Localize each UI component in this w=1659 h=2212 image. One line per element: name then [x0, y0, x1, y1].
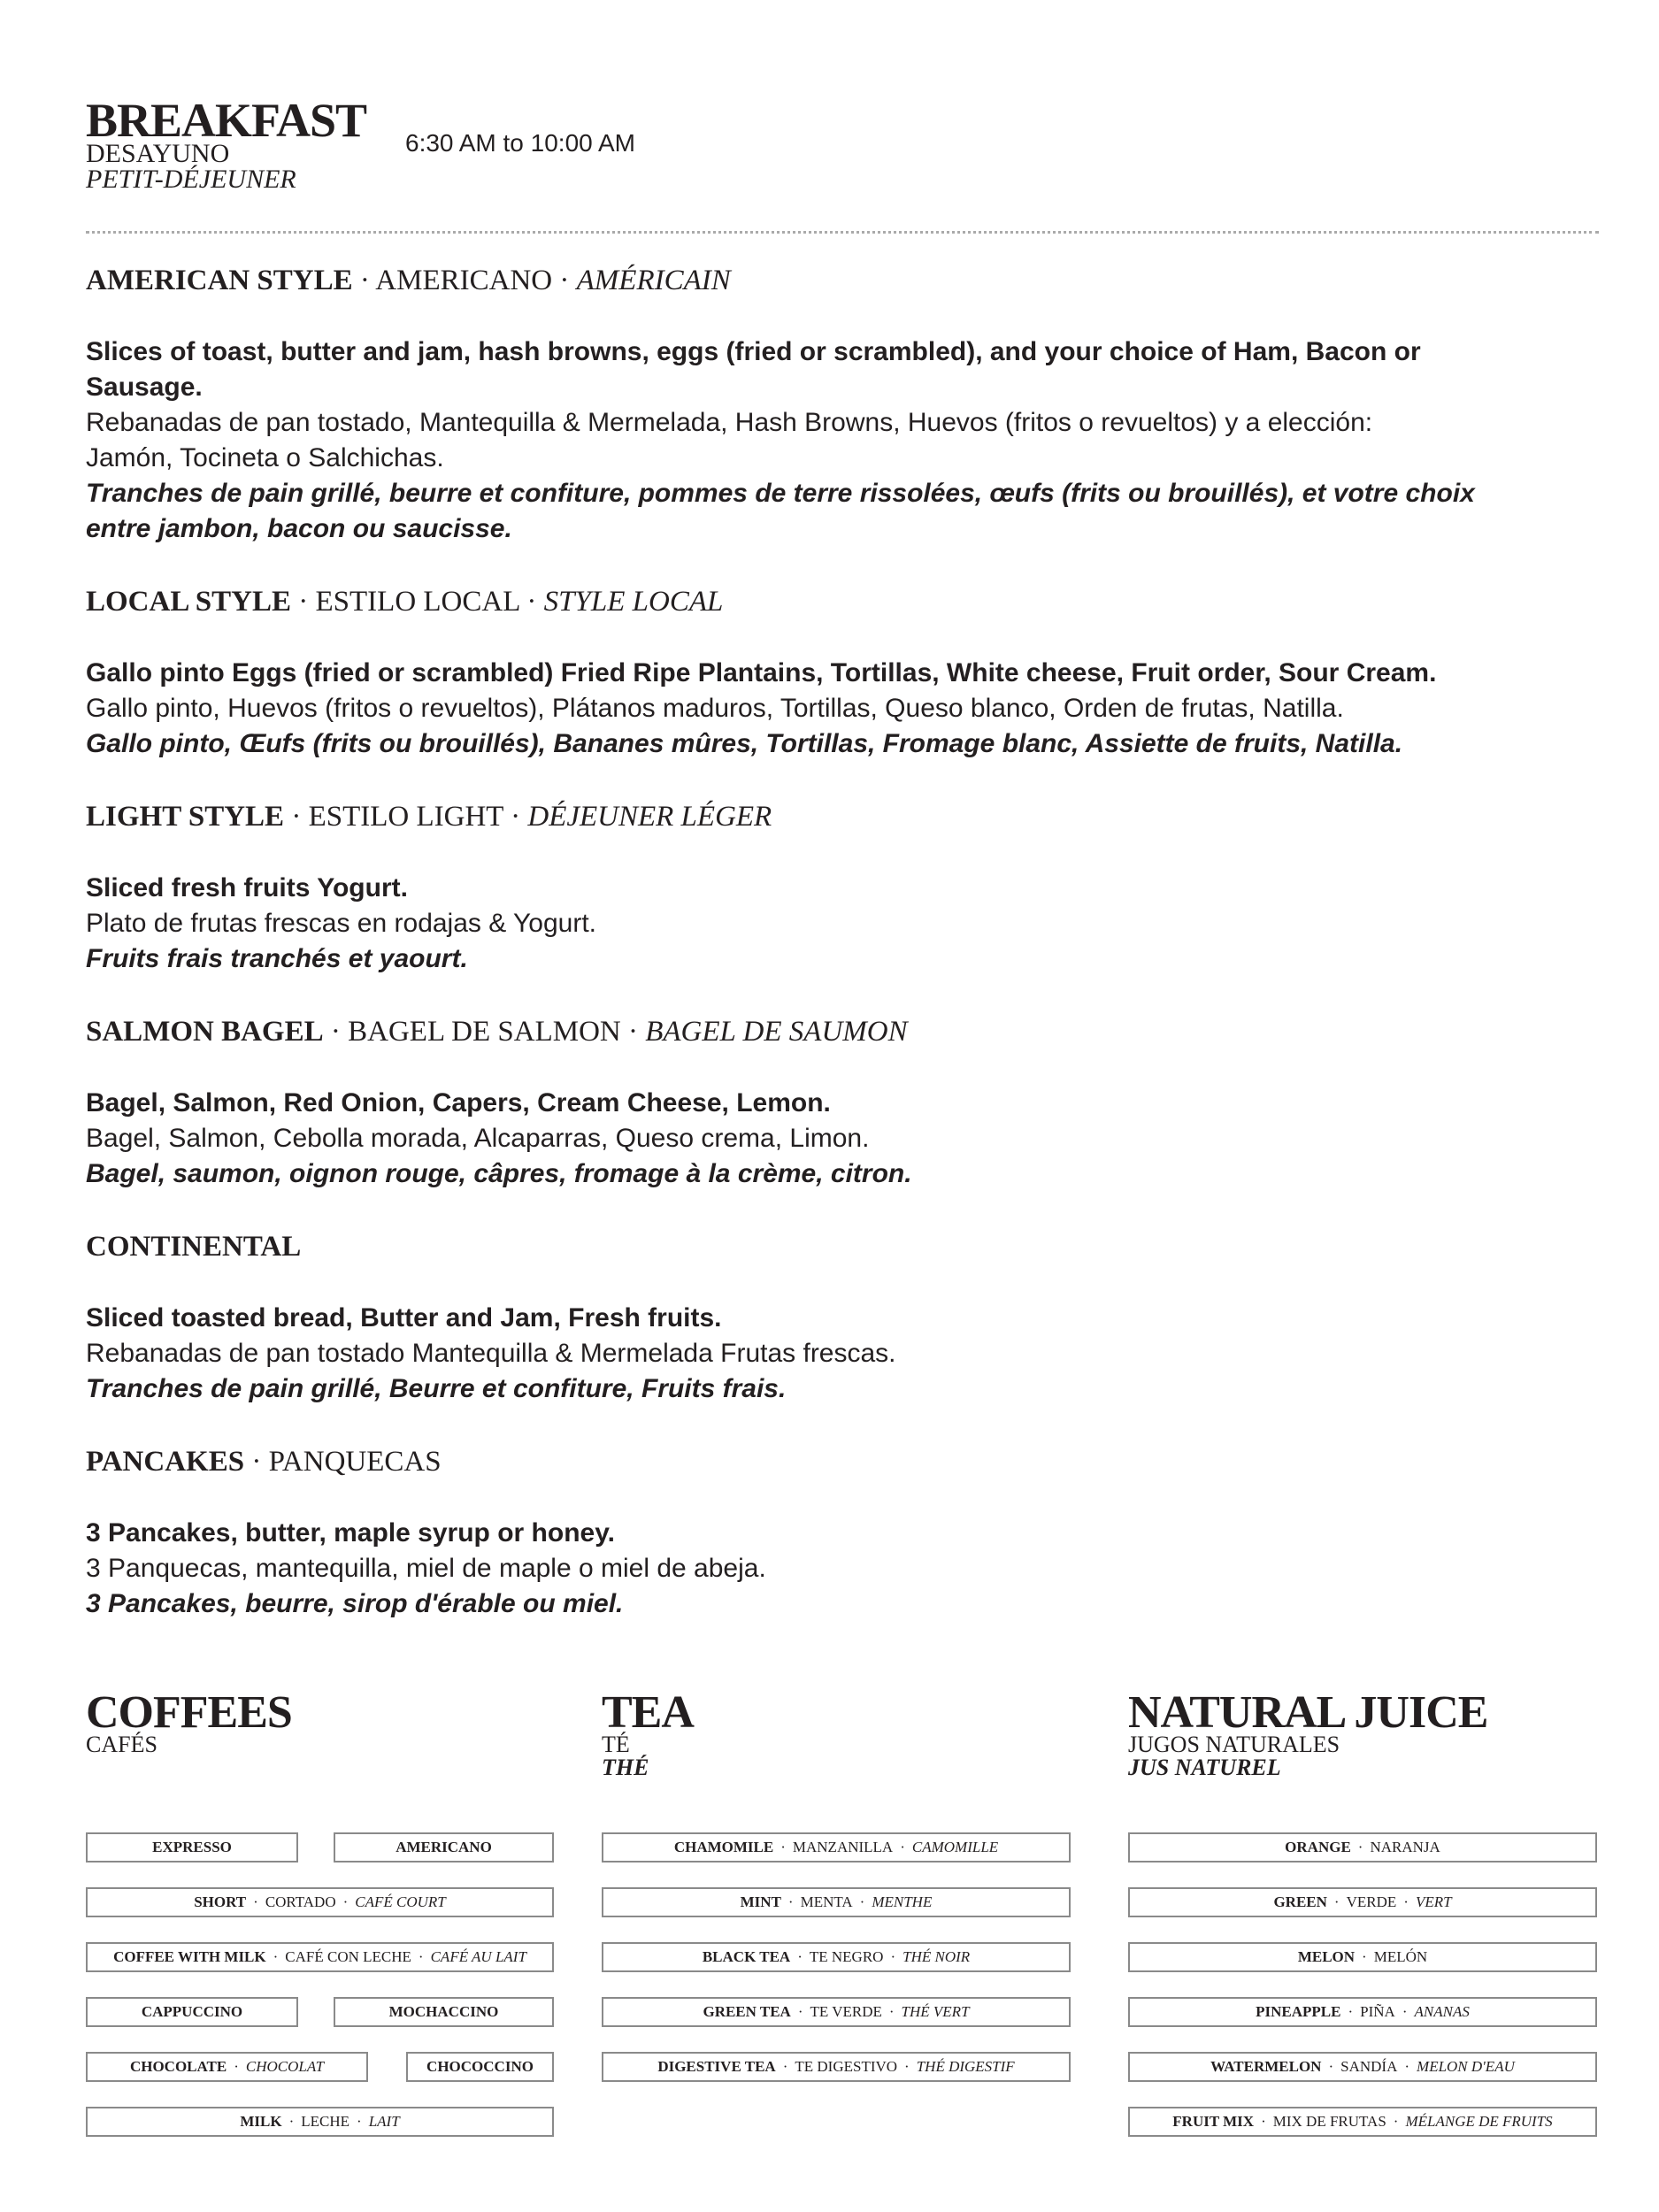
description-fr: Bagel, saumon, oignon rouge, câpres, fromage à la crème, citron.: [86, 1159, 912, 1188]
drink-option-juice: [1128, 1942, 1597, 1972]
description-es: Gallo pinto, Huevos (fritos o revueltos), Plátanos maduros, Tortillas, Queso blanco, Orden de frutas, Natilla.: [86, 694, 1344, 723]
drink-option-coffees: [86, 2052, 368, 2082]
drink-option-juice: [1128, 1997, 1597, 2027]
drink-name-en: COFFEE WITH MILK: [113, 1948, 266, 1965]
dotted-divider: [86, 231, 1599, 234]
juice-title-es: JUGOS NATURALES: [1128, 1732, 1340, 1757]
menu-item-heading: PANCAKES · PANQUECAS: [86, 1446, 442, 1478]
item-name-es: ESTILO LOCAL: [315, 586, 520, 618]
drink-name-en: MOCHACCINO: [388, 2003, 499, 2020]
menu-item-heading: AMERICAN STYLE · AMERICANO · AMÉRICAIN: [86, 265, 731, 296]
separator-dot: ·: [890, 1948, 896, 1965]
separator-dot: ·: [1403, 1893, 1409, 1910]
drink-name-fr: LAIT: [368, 2113, 400, 2130]
item-name-es: PANQUECAS: [268, 1446, 442, 1478]
drink-name-es: SANDÍA: [1340, 2058, 1398, 2075]
drink-option-tea: [602, 1887, 1071, 1917]
description-en: Sausage.: [86, 373, 203, 402]
tea-heading: [602, 1687, 694, 1780]
separator-dot: ·: [1393, 2113, 1399, 2130]
separator-dot: ·: [1362, 1948, 1367, 1965]
drink-name-fr: THÉ NOIR: [902, 1948, 971, 1965]
drink-name-es: CORTADO: [265, 1893, 336, 1910]
separator-dot: ·: [797, 2003, 803, 2020]
item-name-en: CONTINENTAL: [86, 1231, 302, 1263]
drink-name-es: LECHE: [301, 2113, 350, 2130]
separator-dot: ·: [782, 2058, 788, 2075]
drink-name-en: FRUIT MIX: [1172, 2113, 1255, 2130]
drink-name-es: MANZANILLA: [792, 1839, 894, 1855]
drink-option-juice: [1128, 1887, 1597, 1917]
description-en: Gallo pinto Eggs (fried or scrambled) Fried Ripe Plantains, Tortillas, White cheese, Fruit order, Sour Cream.: [86, 658, 1437, 687]
description-en: Sliced toasted bread, Butter and Jam, Fresh fruits.: [86, 1303, 722, 1333]
drink-name-en: CHOCOLATE: [129, 2058, 227, 2075]
description-en: Sliced fresh fruits Yogurt.: [86, 873, 408, 902]
menu-item-heading: [86, 1228, 1608, 1265]
drink-option-tea: [602, 1942, 1071, 1972]
menu-item-heading: SALMON BAGEL · BAGEL DE SALMON · BAGEL DE SAUMON: [86, 1016, 908, 1048]
drink-name-fr: THÉ VERT: [901, 2003, 970, 2020]
drink-name-es: PIÑA: [1360, 2003, 1395, 2020]
separator-dot: ·: [787, 1893, 794, 1910]
menu-item: [86, 798, 1608, 977]
description-es: Bagel, Salmon, Cebolla morada, Alcaparras, Queso crema, Limon.: [86, 1124, 870, 1153]
drink-name-es: CAFÉ CON LECHE: [285, 1948, 411, 1965]
menu-item-heading: LIGHT STYLE · ESTILO LIGHT · DÉJEUNER LÉGER: [86, 801, 772, 833]
item-name-en: AMERICAN STYLE: [86, 265, 353, 296]
separator-dot: ·: [1404, 2058, 1410, 2075]
item-name-es: BAGEL DE SALMON: [348, 1016, 621, 1048]
coffees-title-es: CAFÉS: [86, 1732, 157, 1757]
drink-option-tea: [602, 2052, 1071, 2082]
separator-dot: ·: [900, 1839, 905, 1855]
drink-name-en: DIGESTIVE TEA: [657, 2058, 776, 2075]
drink-name-en: AMERICANO: [396, 1839, 492, 1855]
description-fr: Gallo pinto, Œufs (frits ou brouillés), Bananes mûres, Tortillas, Fromage blanc, Assiette de fruits, Natilla.: [86, 729, 1403, 758]
separator-dot: ·: [1348, 2003, 1354, 2020]
drink-name-fr: THÉ DIGESTIF: [916, 2058, 1015, 2075]
description-fr: Fruits frais tranchés et yaourt.: [86, 944, 468, 973]
drink-name-en: ORANGE: [1285, 1839, 1351, 1855]
drink-option-coffees: [334, 1997, 554, 2027]
menu-item: [86, 583, 1608, 762]
drink-name-fr: MÉLANGE DE FRUITS: [1405, 2113, 1553, 2130]
separator-dot: ·: [1357, 1839, 1363, 1855]
drink-option-coffees: [86, 1887, 554, 1917]
drink-option-coffees: [86, 1942, 554, 1972]
menu-item: [86, 1013, 1608, 1192]
drink-name-en: MINT: [740, 1893, 781, 1910]
juice-title-fr: JUS NATUREL: [1128, 1755, 1281, 1780]
separator-dot: ·: [904, 2058, 910, 2075]
item-name-en: SALMON BAGEL: [86, 1016, 324, 1048]
drink-name-en: WATERMELON: [1210, 2058, 1322, 2075]
item-name-fr: BAGEL DE SAUMON: [645, 1016, 908, 1048]
drink-name-en: SHORT: [194, 1893, 247, 1910]
separator-dot: ·: [859, 1893, 865, 1910]
separator-dot: ·: [273, 1948, 279, 1965]
drink-name-fr: CHOCOLAT: [245, 2058, 325, 2075]
separator-dot: ·: [797, 1948, 803, 1965]
drink-option-coffees: [86, 1832, 298, 1863]
coffees-title: COFFEES: [86, 1687, 292, 1738]
menu-item: [86, 1228, 1608, 1407]
drink-name-en: CAPPUCCINO: [141, 2003, 243, 2020]
item-name-es: ESTILO LIGHT: [308, 801, 503, 833]
page-title: BREAKFAST: [86, 94, 367, 147]
drink-name-es: NARANJA: [1370, 1839, 1440, 1855]
item-name-fr: DÉJEUNER LÉGER: [527, 801, 772, 833]
menu-item: [86, 262, 1608, 547]
drink-option-tea: [602, 1997, 1071, 2027]
juice-heading: [1128, 1687, 1488, 1780]
separator-dot: ·: [234, 2058, 239, 2075]
page-subtitle-fr: PETIT-DÉJEUNER: [86, 165, 296, 194]
drink-name-fr: MELON D'EAU: [1417, 2058, 1515, 2075]
separator-dot: ·: [342, 1893, 349, 1910]
drink-name-fr: CAFÉ COURT: [355, 1893, 446, 1910]
drink-name-es: TE NEGRO: [809, 1948, 884, 1965]
drink-name-en: PINEAPPLE: [1256, 2003, 1341, 2020]
drink-name-fr: CAMOMILLE: [911, 1839, 999, 1855]
coffees-heading: [86, 1687, 292, 1757]
description-en: Slices of toast, butter and jam, hash browns, eggs (fried or scrambled), and your choice of Ham, Bacon or: [86, 337, 1421, 366]
separator-dot: ·: [288, 2113, 295, 2130]
drink-name-en: BLACK TEA: [702, 1948, 791, 1965]
item-name-fr: STYLE LOCAL: [543, 586, 724, 618]
separator-dot: ·: [1328, 2058, 1334, 2075]
drink-name-fr: MENTHE: [872, 1893, 933, 1910]
drink-name-es: TE VERDE: [810, 2003, 882, 2020]
drink-name-en: CHAMOMILE: [673, 1839, 774, 1855]
drink-name-fr: CAFÉ AU LAIT: [430, 1948, 526, 1965]
description-fr: Tranches de pain grillé, beurre et confiture, pommes de terre rissolées, œufs (frits ou brouillés), et votre choix: [86, 479, 1475, 508]
item-name-fr: AMÉRICAIN: [576, 265, 731, 296]
page-subtitle-es: DESAYUNO: [86, 139, 230, 168]
drink-option-coffees: [86, 2107, 554, 2137]
drink-name-fr: VERT: [1415, 1893, 1452, 1910]
item-name-en: LOCAL STYLE: [86, 586, 291, 618]
tea-title-fr: THÉ: [602, 1755, 649, 1780]
description-es: Rebanadas de pan tostado, Mantequilla & Mermelada, Hash Browns, Huevos (fritos o revueltos) y a elección:: [86, 408, 1373, 437]
drink-option-juice: [1128, 2052, 1597, 2082]
service-hours: 6:30 AM to 10:00 AM: [405, 129, 635, 157]
separator-dot: ·: [1402, 2003, 1408, 2020]
drink-option-tea: [602, 1832, 1071, 1863]
drink-name-en: GREEN TEA: [703, 2003, 791, 2020]
menu-header: [86, 94, 367, 194]
separator-dot: ·: [780, 1839, 786, 1855]
drink-name-en: GREEN: [1273, 1893, 1327, 1910]
tea-title: TEA: [602, 1687, 694, 1738]
separator-dot: ·: [1333, 1893, 1340, 1910]
item-name-es: AMERICANO: [375, 265, 553, 296]
drink-name-es: VERDE: [1346, 1893, 1397, 1910]
separator-dot: ·: [1261, 2113, 1266, 2130]
drink-name-es: TE DIGESTIVO: [795, 2058, 898, 2075]
drink-name-fr: ANANAS: [1414, 2003, 1470, 2020]
drink-name-en: MILK: [240, 2113, 282, 2130]
menu-item-heading: LOCAL STYLE · ESTILO LOCAL · STYLE LOCAL: [86, 586, 724, 618]
item-name-en: PANCAKES: [86, 1446, 245, 1478]
drink-name-en: MELON: [1297, 1948, 1356, 1965]
drink-name-en: CHOCOCCINO: [426, 2058, 534, 2075]
separator-dot: ·: [253, 1893, 258, 1910]
separator-dot: ·: [418, 1948, 424, 1965]
drink-option-coffees: [334, 1832, 554, 1863]
description-fr: entre jambon, bacon ou saucisse.: [86, 514, 512, 543]
drink-option-juice: [1128, 1832, 1597, 1863]
description-es: Rebanadas de pan tostado Mantequilla & Mermelada Frutas frescas.: [86, 1339, 896, 1368]
description-es: Plato de frutas frescas en rodajas & Yogurt.: [86, 909, 597, 938]
separator-dot: ·: [888, 2003, 895, 2020]
drink-name-es: MIX DE FRUTAS: [1272, 2113, 1386, 2130]
description-es: Jamón, Tocineta o Salchichas.: [86, 443, 444, 472]
tea-title-es: TÉ: [602, 1732, 630, 1757]
drink-name-en: EXPRESSO: [152, 1839, 232, 1855]
description-en: 3 Pancakes, butter, maple syrup or honey.: [86, 1518, 615, 1548]
item-name-en: LIGHT STYLE: [86, 801, 285, 833]
breakfast-menu-list: [86, 262, 1608, 1658]
description-en: Bagel, Salmon, Red Onion, Capers, Cream Cheese, Lemon.: [86, 1088, 831, 1118]
description-fr: Tranches de pain grillé, Beurre et confiture, Fruits frais.: [86, 1374, 787, 1403]
juice-title: NATURAL JUICE: [1128, 1687, 1488, 1738]
drink-option-coffees: [86, 1997, 298, 2027]
separator-dot: ·: [357, 2113, 362, 2130]
description-es: 3 Panquecas, mantequilla, miel de maple o miel de abeja.: [86, 1554, 766, 1583]
menu-item: [86, 1443, 1608, 1622]
drink-name-es: MENTA: [800, 1893, 853, 1910]
drink-option-coffees: [406, 2052, 554, 2082]
drink-option-juice: [1128, 2107, 1597, 2137]
drink-name-es: MELÓN: [1373, 1948, 1428, 1965]
description-fr: 3 Pancakes, beurre, sirop d'érable ou miel.: [86, 1589, 624, 1618]
